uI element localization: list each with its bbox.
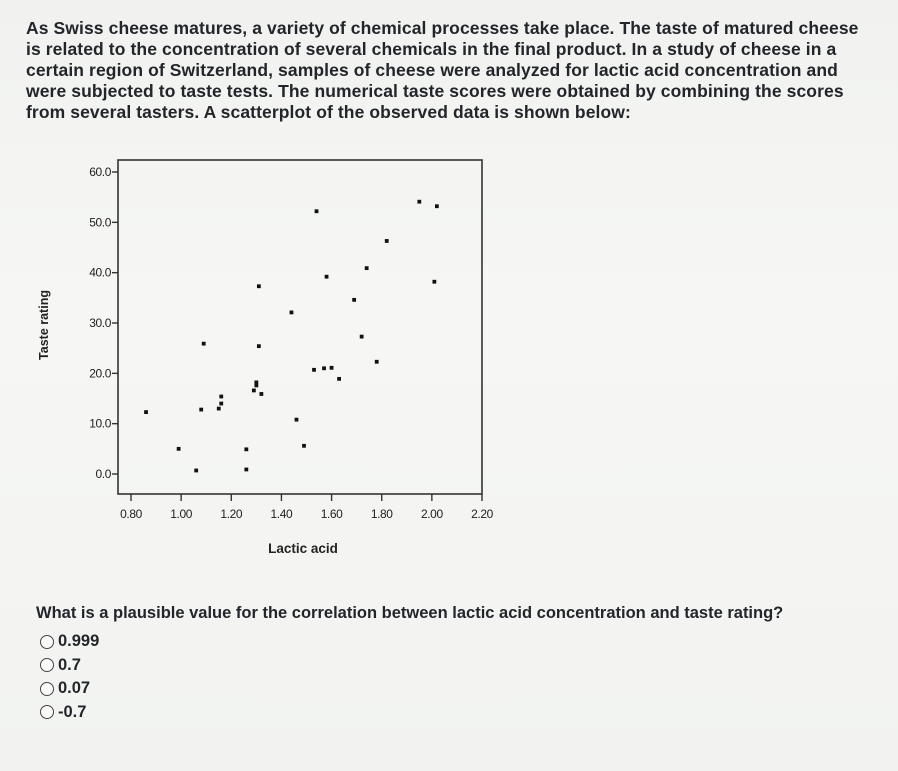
x-tick-label: 2.20 (471, 507, 493, 521)
option-label: 0.07 (58, 679, 91, 698)
y-tick-label: 10.0 (89, 416, 111, 431)
option-label: -0.7 (58, 702, 87, 721)
data-point (144, 410, 148, 414)
data-point (194, 469, 198, 473)
x-tick-label: 1.40 (270, 507, 293, 521)
data-point (322, 366, 326, 370)
y-tick-label: 0.0 (95, 467, 111, 481)
data-point (244, 447, 248, 451)
data-point (295, 418, 299, 422)
data-point (257, 344, 261, 348)
data-point (325, 275, 329, 279)
data-point (252, 389, 256, 393)
y-tick-label: 50.0 (89, 215, 111, 230)
data-point (202, 342, 206, 346)
x-tick-label: 2.00 (420, 507, 443, 521)
data-point (259, 392, 263, 396)
data-point (365, 266, 369, 270)
x-axis-label: Lactic acid (268, 541, 338, 556)
option-label: 0.999 (58, 632, 100, 651)
y-tick-label: 20.0 (89, 366, 111, 381)
x-tick-label: 0.80 (120, 507, 142, 521)
data-point (177, 447, 181, 451)
data-point (375, 360, 379, 364)
data-point (315, 209, 319, 213)
data-point (254, 380, 258, 384)
data-point (290, 311, 294, 315)
data-point (219, 395, 223, 399)
answer-options (40, 630, 99, 724)
option-0-07[interactable] (40, 677, 99, 701)
y-tick-label: 30.0 (89, 316, 111, 330)
y-tick-label: 40.0 (89, 265, 111, 280)
option-0-999[interactable] (40, 630, 99, 654)
data-point (385, 239, 389, 243)
data-point (330, 366, 334, 370)
data-point (257, 284, 261, 288)
data-point (360, 335, 364, 339)
data-point (432, 280, 436, 284)
radio-icon[interactable] (40, 682, 54, 696)
radio-icon[interactable] (40, 658, 54, 672)
data-point (417, 200, 421, 204)
scatterplot (28, 150, 508, 565)
option-label: 0.7 (58, 655, 81, 674)
plot-frame (118, 160, 482, 494)
option-0-7[interactable] (40, 654, 99, 678)
data-point (312, 368, 316, 372)
y-axis-label: Taste rating (37, 290, 51, 360)
data-point (219, 402, 223, 406)
y-tick-label: 60.0 (89, 165, 111, 179)
radio-icon[interactable] (40, 635, 54, 649)
question-text: What is a plausible value for the correlation between lactic acid concentration and taste rating? (36, 604, 784, 622)
data-point (435, 204, 439, 208)
x-tick-label: 1.80 (370, 507, 393, 521)
data-point (337, 377, 341, 381)
data-point (199, 408, 203, 412)
problem-intro: As Swiss cheese matures, a variety of chemical processes take place. The taste of matured cheese is related to the concentration of several chemicals in the final product. In a study of cheese in a certain region of Switzerland, samples of cheese were analyzed for lactic acid concentration and were subjected to taste tests. The numerical taste scores were obtained by combining the scores from several tasters. A scatterplot of the observed data is shown below: (26, 18, 859, 122)
x-tick-label: 1.60 (320, 507, 343, 521)
data-point (244, 468, 248, 472)
data-point (302, 444, 306, 448)
data-point (352, 298, 356, 302)
data-point (217, 407, 221, 411)
option-neg-0-7[interactable] (40, 701, 99, 725)
radio-icon[interactable] (40, 705, 54, 719)
x-tick-label: 1.20 (220, 507, 243, 521)
x-tick-label: 1.00 (170, 507, 193, 521)
